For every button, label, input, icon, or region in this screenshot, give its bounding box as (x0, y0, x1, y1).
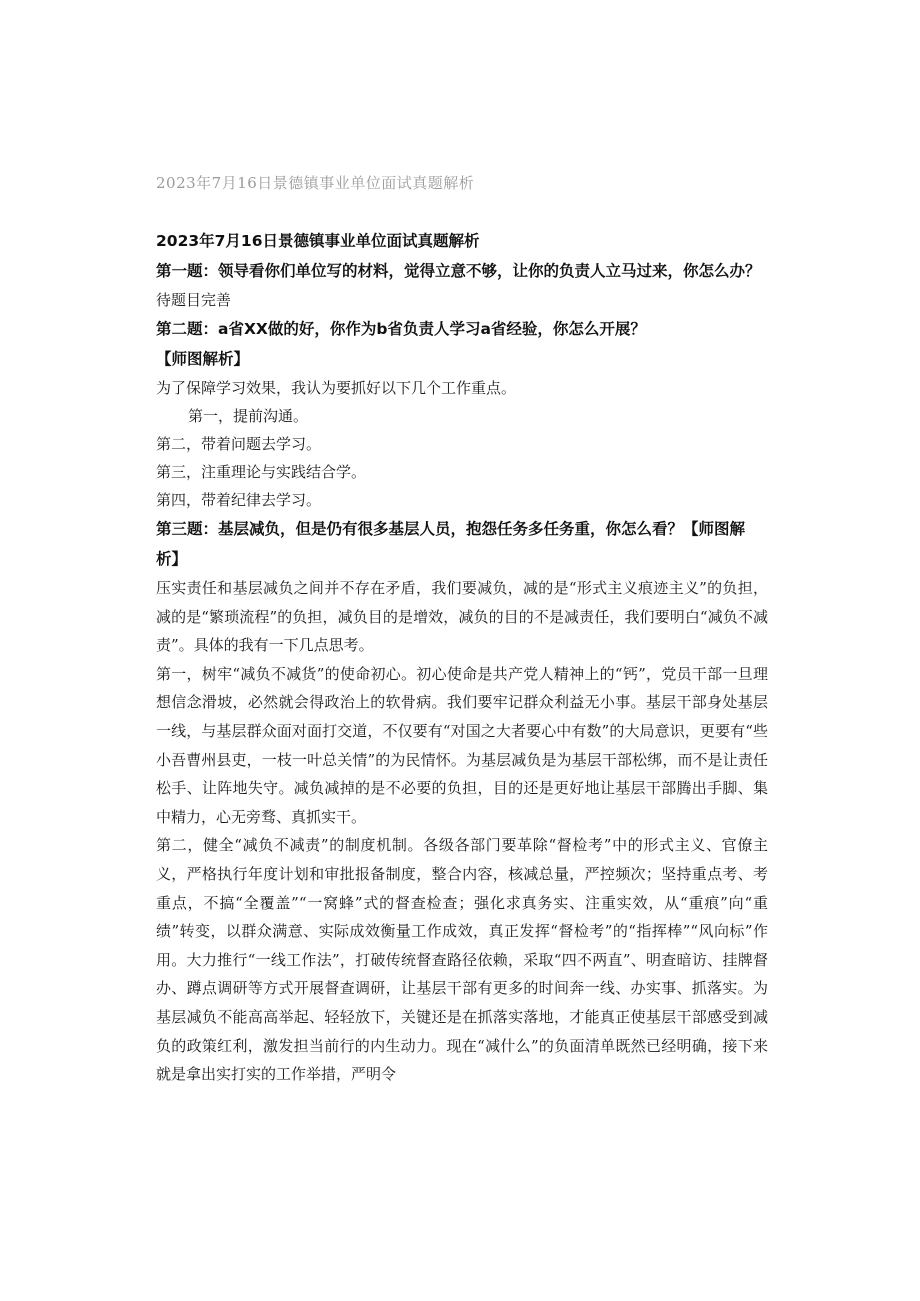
question-2-analysis-label: 【师图解析】 (156, 350, 250, 368)
question-2-intro: 为了保障学习效果，我认为要抓好以下几个工作重点。 (156, 379, 517, 397)
doc-title: 2023年7月16日景德镇事业单位面试真题解析 (156, 232, 480, 250)
question-2-point-2: 第二，带着问题去学习。 (156, 435, 322, 453)
question-2-point-1: 第一，提前沟通。 (188, 407, 309, 425)
question-1-note: 待题目完善 (156, 291, 232, 309)
question-3-paragraph-1: 压实责任和基层减负之间并不存在矛盾，我们要减负，减的是“形式主义痕迹主义”的负担，减的是“繁琐流程”的负担，减负目的是增效，减负的目的不是减责任，我们要明白“减负不减责”。具体的我有一下几点思考。 (156, 579, 768, 655)
question-2-point-3: 第三，注重理论与实践结合学。 (156, 463, 367, 481)
question-2: 第二题：a省XX做的好，你作为b省负责人学习a省经验，你怎么开展？ (156, 320, 646, 338)
document-body (156, 226, 768, 1089)
question-3-paragraph-3: 第二，健全“减负不减责”的制度机制。各级各部门要革除“督检考”中的形式主义、官僚主义，严格执行年度计划和审批报备制度，整合内容，核减总量，严控频次；坚持重点考、考重点，不搞“全覆盖”“一窝蜂”式的督查检查；强化求真务实、注重实效，从“重痕”向“重绩”转变，以群众满意、实际成效衡量工作成效，真正发挥“督检考”的“指挥棒”“风向标”作用。大力推行“一线工作法”，打破传统督查路径依赖，采取“四不两直”、明查暗访、挂牌督办、蹲点调研等方式开展督查调研，让基层干部有更多的时间奔一线、办实事、抓落实。为基层减负不能高高举起、轻轻放下，关键还是在抓落实落地，才能真正使基层干部感受到减负的政策红利，激发担当前行的内生动力。现在“减什么”的负面清单既然已经明确，接下来就是拿出实打实的工作举措，严明令 (156, 836, 768, 1084)
question-1: 第一题：领导看你们单位写的材料，觉得立意不够，让你的负责人立马过来，你怎么办？ (156, 262, 761, 280)
question-2-point-4: 第四，带着纪律去学习。 (156, 491, 322, 509)
header-title: 2023年7月16日景德镇事业单位面试真题解析 (156, 174, 475, 192)
question-3: 第三题：基层减负，但是仍有很多基层人员，抱怨任务多任务重，你怎么看？【师图解析】 (156, 520, 746, 568)
question-3-paragraph-2: 第一，树牢“减负不减货”的使命初心。初心使命是共产党人精神上的“钙”，党员干部一旦理想信念滑坡，必然就会得政治上的软骨病。我们要牢记群众利益无小事。基层干部身处基层一线，与基层群众面对面打交道，不仅要有“对国之大者要心中有数”的大局意识，更要有“些小吾曹州县吏，一枝一叶总关情”的为民情怀。为基层减负是为基层干部松绑，而不是让责任松手、让阵地失守。减负减掉的是不必要的负担，目的还是更好地让基层干部腾出手脚、集中精力，心无旁骛、真抓实干。 (156, 664, 768, 826)
